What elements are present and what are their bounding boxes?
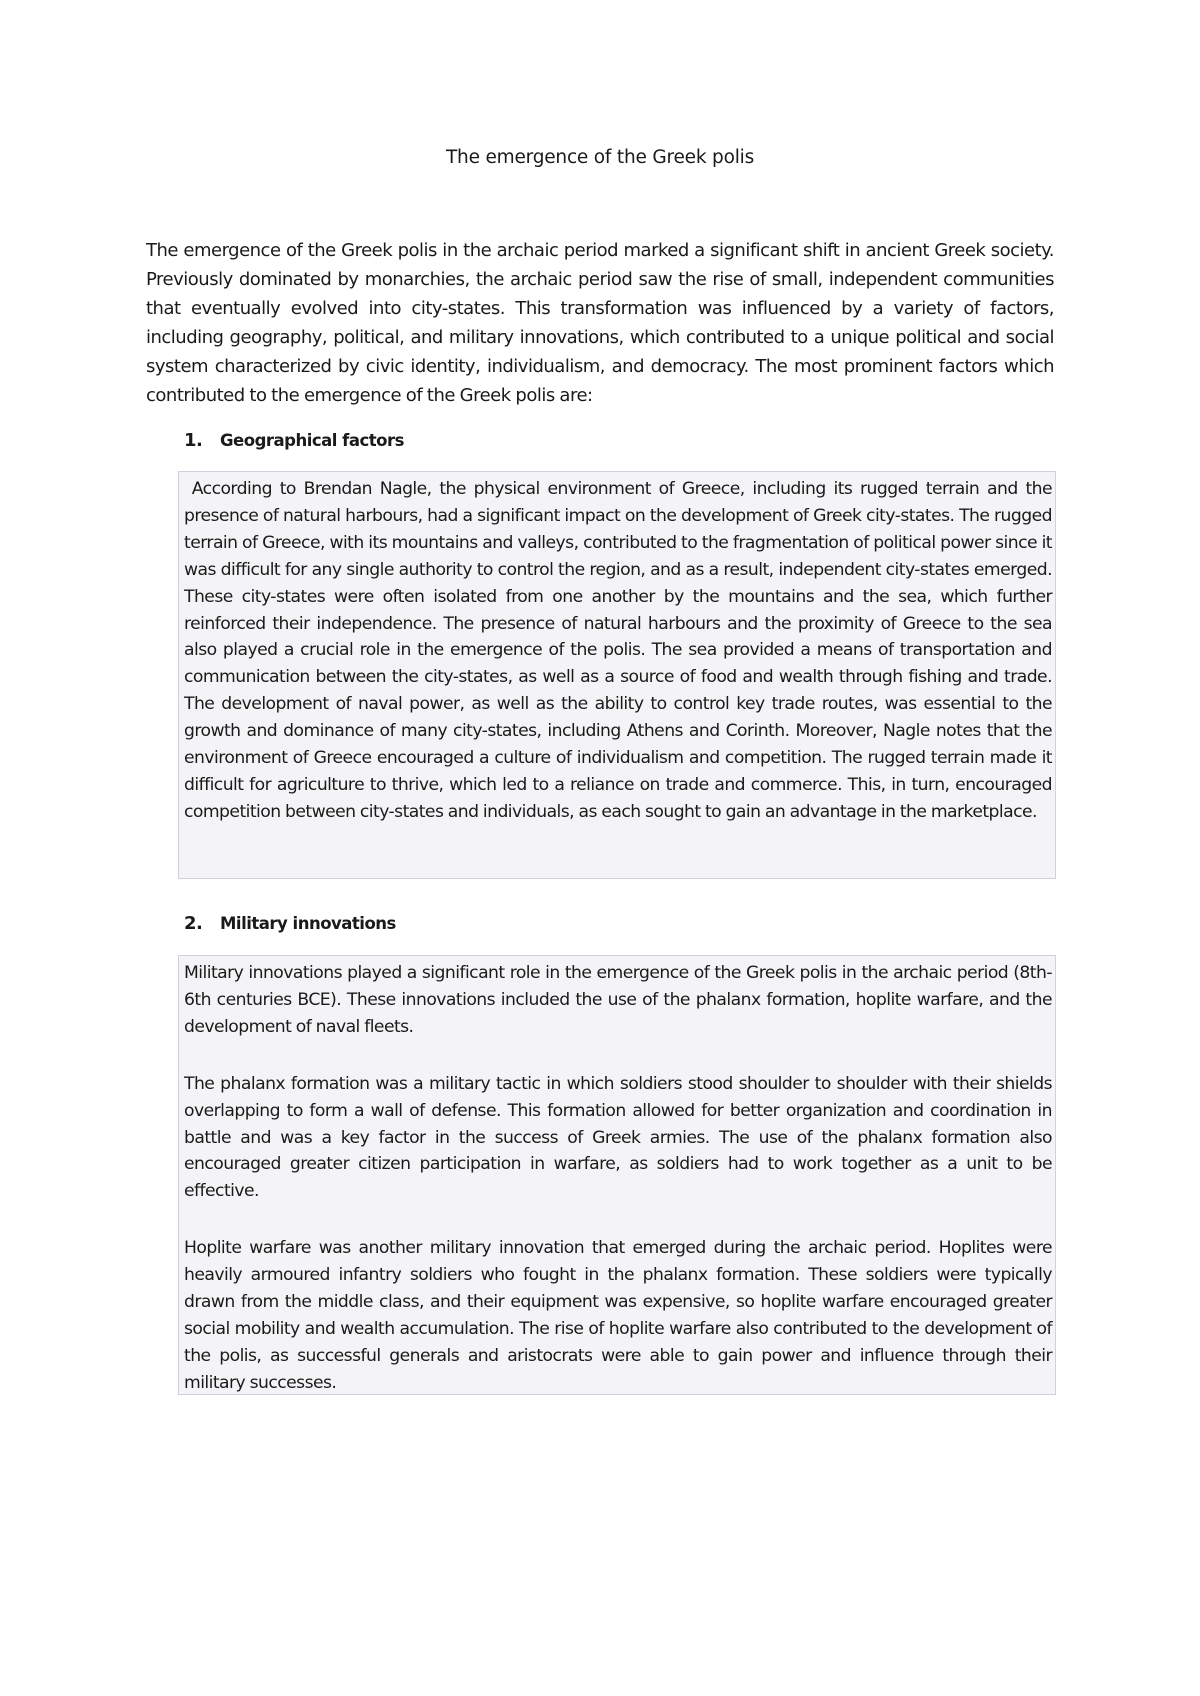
military-innovations-text-box — [178, 955, 1056, 1395]
section-paragraph: According to Brendan Nagle, the physical environment of Greece, including its rugged terrain and the presence of natural harbours, had a significant impact on the development of Greek city-states. The rugged terrain of Greece, with its mountains and valleys, contributed to the fragmentation of political power since it was difficult for any single authority to control the region, and as a result, independent city-states emerged. These city-states were often isolated from one another by the mountains and the sea, which further reinforced their independence. The presence of natural harbours and the proximity of Greece to the sea also played a crucial role in the emergence of the polis. The sea provided a means of transportation and communication between the city-states, as well as a source of food and wealth through fishing and trade. The development of naval power, as well as the ability to control key trade routes, was essential to the growth and dominance of many city-states, including Athens and Corinth. Moreover, Nagle notes that the environment of Greece encouraged a culture of individualism and competition. The rugged terrain made it difficult for agriculture to thrive, which led to a reliance on trade and commerce. This, in turn, encouraged competition between city-states and individuals, as each sought to gain an advantage in the marketplace. — [184, 479, 1057, 822]
section-paragraph: Hoplite warfare was another military innovation that emerged during the archaic period. Hoplites were heavily armoured infantry soldiers who fought in the phalanx formation. These soldiers were typically drawn from the middle class, and their equipment was expensive, so hoplite warfare encouraged greater social mobility and wealth accumulation. The rise of hoplite warfare also contributed to the development of the polis, as successful generals and aristocrats were able to gain power and influence through their military successes. — [184, 1238, 1052, 1393]
section-title: Geographical factors — [220, 431, 404, 450]
intro-paragraph: The emergence of the Greek polis in the archaic period marked a significant shift in ancient Greek society. Previously dominated by monarchies, the archaic period saw the rise of small, independent communities that eventually evolved into city-states. This transformation was influenced by a variety of factors, including geography, political, and military innovations, which contributed to a unique political and social system characterized by civic identity, individualism, and democracy. The most prominent factors which contributed to the emergence of the Greek polis are: — [146, 240, 1054, 406]
section-heading-geographical-factors — [184, 430, 404, 452]
section-title: Military innovations — [220, 914, 396, 933]
section-heading-military-innovations — [184, 913, 396, 935]
section-paragraph: Military innovations played a significant role in the emergence of the Greek polis in the archaic period (8th-6th centuries BCE). These innovations included the use of the phalanx formation, hoplite warfare, and the development of naval fleets. — [184, 963, 1052, 1037]
geographical-factors-text-box — [178, 471, 1056, 879]
section-paragraph: The phalanx formation was a military tactic in which soldiers stood shoulder to shoulder with their shields overlapping to form a wall of defense. This formation allowed for better organization and coordination in battle and was a key factor in the success of Greek armies. The use of the phalanx formation also encouraged greater citizen participation in warfare, as soldiers had to work together as a unit to be effective. — [184, 1073, 1052, 1202]
document-title: The emergence of the Greek polis — [445, 147, 755, 168]
section-number: 2. — [184, 913, 203, 934]
section-number: 1. — [184, 430, 203, 451]
